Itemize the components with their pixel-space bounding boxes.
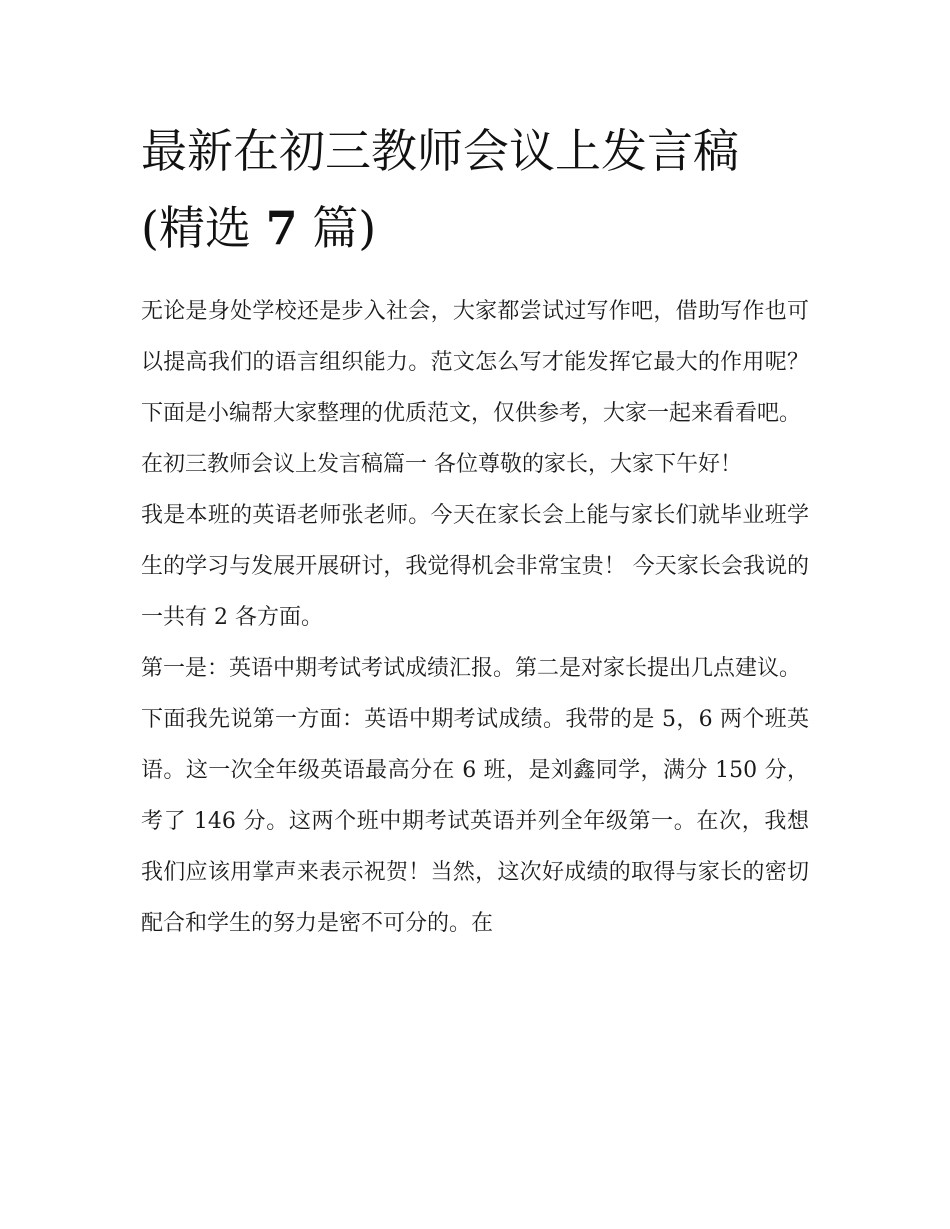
document-content xyxy=(141,113,813,949)
document-body xyxy=(141,286,813,949)
title-article-count: 7 xyxy=(265,201,298,255)
paragraph-intro: 无论是身处学校还是步入社会，大家都尝试过写作吧，借助写作也可以提高我们的语言组织能力。范文怎么写才能发挥它最大的作用呢？下面是小编帮大家整理的优质范文，仅供参考，大家一起来看看吧。 xyxy=(141,299,809,426)
title-line-1: 最新在初三教师会议上发言稿 xyxy=(141,124,739,178)
document-title xyxy=(141,113,813,267)
paragraph-exam-results: 下面我先说第一方面：英语中期考试成绩。我带的是 5，6 两个班英语。这一次全年级英语最高分在 6 班，是刘鑫同学，满分 150 分，考了 146 分。这两个班中期考试英语并列全年级第一。在次，我想我们应该用掌声来表示祝贺！当然，这次好成绩的取得与家长的密切配合和学生的努力是密不可分的。在 xyxy=(141,707,809,936)
paragraph-self-intro: 我是本班的英语老师张老师。今天在家长会上能与家长们就毕业班学生的学习与发展开展研讨，我觉得机会非常宝贵！ 今天家长会我说的一共有 2 各方面。 xyxy=(141,503,809,630)
paragraph-greeting: 在初三教师会议上发言稿篇一 各位尊敬的家长，大家下午好！ xyxy=(141,452,742,477)
title-line-2-open: (精选 xyxy=(141,201,266,255)
title-line-2-close: 篇) xyxy=(297,201,377,255)
paragraph-outline: 第一是：英语中期考试考试成绩汇报。第二是对家长提出几点建议。 xyxy=(141,656,802,681)
